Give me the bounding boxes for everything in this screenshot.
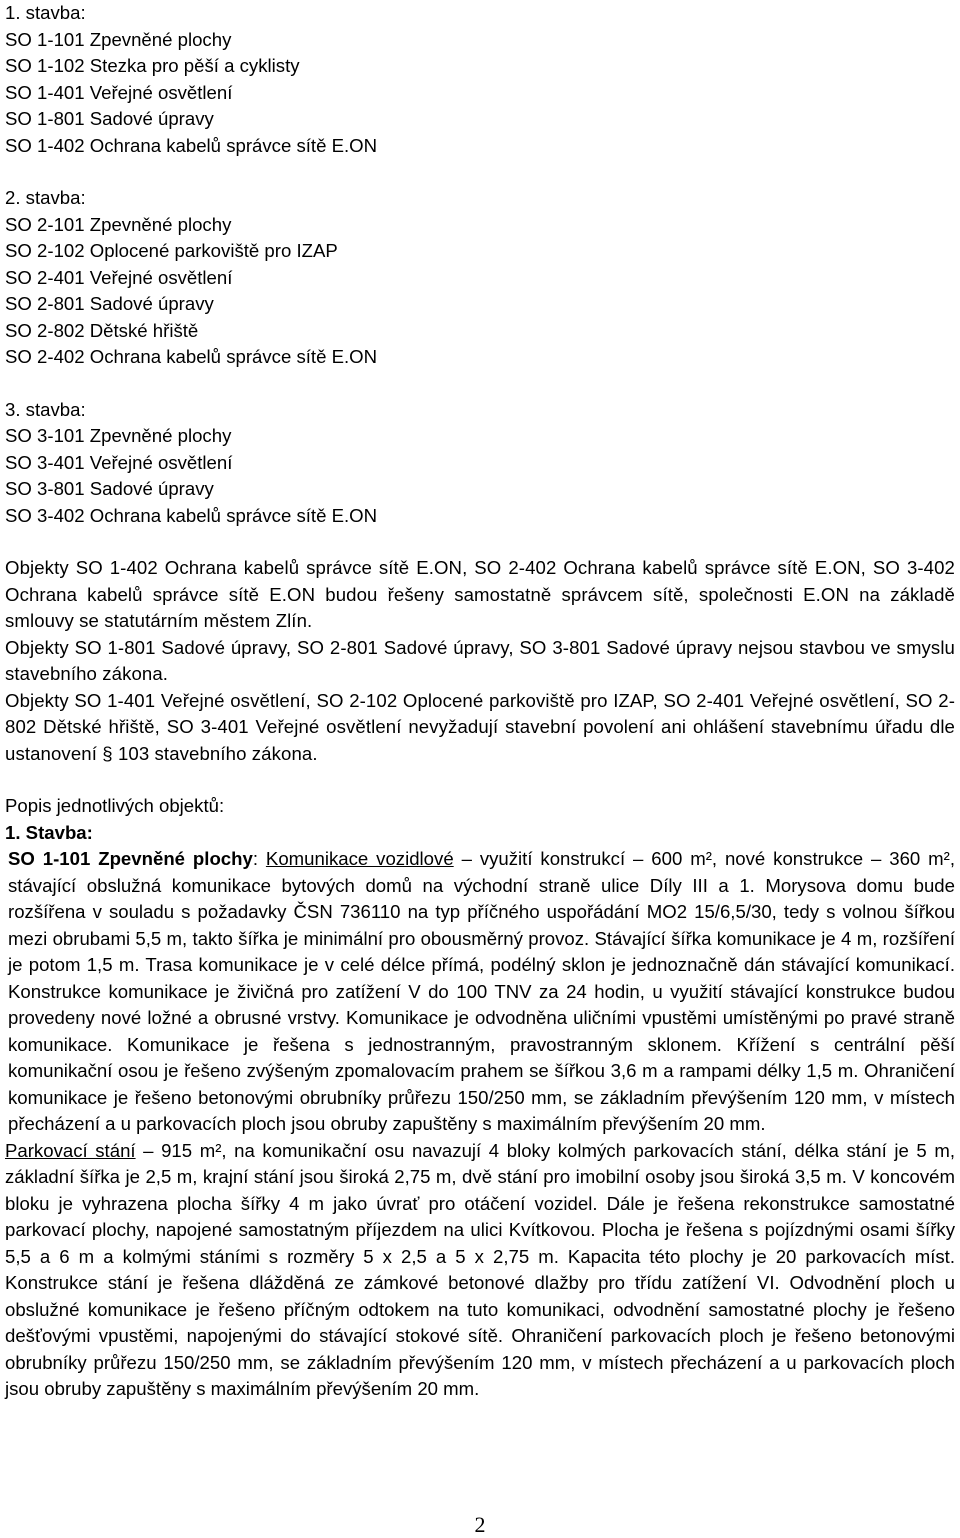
object-item: SO 3-401 Veřejné osvětlení: [5, 451, 233, 473]
document-page: [5, 0, 955, 1403]
object-item: SO 2-802 Dětské hřiště: [5, 319, 199, 341]
object-item: SO 2-102 Oplocené parkoviště pro IZAP: [5, 240, 338, 261]
note-paragraph: Objekty SO 1-402 Ochrana kabelů správce sítě E.ON, SO 2-402 Ochrana kabelů správce sítě E.ON, SO 3-402 Ochrana kabelů správce sítě E.ON budou řešeny samostatně správcem sítě, společnosti E.ON na základě smlouvy se statutárním městem Zlín.: [5, 557, 955, 631]
paragraph-text: – využití konstrukcí – 600 m², nové konstrukce – 360 m², stávající obslužná komunikace bytových domů na východní straně ulice Díly III a 1. Morysova domu bude rozšířena v souladu s požadavky ČSN 736110 na typ příčného uspořádání MO2 15/6,5/30, tedy s volnou šířkou mezi obrubami 5,5 m, takto šířka je minimální pro obousměrný provoz. Stávající šířka komunikace je 4 m, rozšíření je potom 1,5 m. Trasa komunikace je v celé délce přímá, podélný sklon je jednoznačně dán stávající komunikací. Konstrukce komunikace je živičná pro zatížení V do 100 TNV za 24 hodin, u využití stávající konstrukce budou provedeny nové ložné a obrusné vrstvy. Komunikace je odvodněna uličními vpustěmi umístěnými po pravé straně komunikace. Komunikace je řešena s jednostranným, pravostranným sklonem. Křížení s centrální pěší komunikační osou je řešeno zvýšeným zpomalovacím prahem se šířkou 3,6 m a rampami délky 1,5 m. Ohraničení komunikace je řešeno betonovými obrubníky průřezu 150/250 mm, se základním převýšením 120 mm, v místech přecházení a u parkovacích ploch jsou obruby zapuštěny s maximálním převýšením 20 mm.: [8, 848, 955, 1134]
note-paragraph: Objekty SO 1-801 Sadové úpravy, SO 2-801 Sadové úpravy, SO 3-801 Sadové úpravy nejsou stavbou ve smyslu stavebního zákona.: [5, 636, 955, 684]
object-item: SO 1-801 Sadové úpravy: [5, 108, 214, 129]
stavba-heading: 3. stavba:: [5, 398, 86, 420]
object-item: SO 3-402 Ochrana kabelů správce sítě E.ON: [5, 504, 378, 526]
description-paragraph: [5, 846, 955, 1138]
object-item: SO 1-101 Zpevněné plochy: [5, 28, 232, 50]
colon-text: :: [252, 848, 266, 869]
stavba-heading: 1. stavba:: [5, 2, 86, 23]
object-item: SO 3-801 Sadové úpravy: [5, 478, 214, 499]
object-name: SO 1-101 Zpevněné plochy: [8, 848, 253, 869]
object-item: SO 2-402 Ochrana kabelů správce sítě E.ON: [5, 346, 378, 367]
underlined-term: Parkovací stání: [5, 1139, 136, 1161]
object-item: SO 2-801 Sadové úpravy: [5, 293, 214, 314]
underlined-term: Komunikace vozidlové: [265, 848, 454, 869]
paragraph-text: – 915 m², na komunikační osu navazují 4 bloky kolmých parkovacích stání, délka stání je 5 m, základní šířka je 2,5 m, krajní stání jsou široká 2,75 m, dvě stání pro imobilní osoby jsou široká 3,5 m. V koncovém bloku je vyhrazena plocha šířky 4 m jako úvrať pro otáčení vozidel. Dále je řešena rekonstrukce samostatné parkovací plochy, napojené samostatným příjezdem na ulici Kvítkovou. Plocha je řešena s pojízdnými osami šířky 5,5 a 6 m a kolmými stáními s rozměry 5 x 2,5 a 5 x 2,75 m. Kapacita této plochy je 20 parkovacích míst. Konstrukce stání je řešena dlážděná ze zámkové betonové dlažby pro třídu zatížení VI. Odvodnění ploch u obslužné komunikace je řešeno příčným odtokem na tuto komunikaci, odvodnění samostatné plochy je řešeno dešťovými vpustěmi, napojenými do stávající stokové sítě. Ohraničení parkovacích ploch je řešeno betonovými obrubníky průřezu 150/250 mm, se základním převýšením 120 mm, v místech přecházení a u parkovacích ploch jsou obruby zapuštěny s maximálním převýšením 20 mm.: [5, 1139, 955, 1399]
stavba-2-list: [5, 185, 955, 371]
object-item: SO 1-402 Ochrana kabelů správce sítě E.ON: [5, 134, 378, 156]
page-number: 2: [474, 1512, 486, 1537]
object-item: SO 2-101 Zpevněné plochy: [5, 213, 232, 235]
object-description: [5, 793, 955, 1403]
object-item: SO 2-401 Veřejné osvětlení: [5, 266, 233, 288]
stavba-heading: 2. stavba:: [5, 187, 86, 208]
stavba-3-list: [5, 397, 955, 530]
description-subheading: 1. Stavba:: [5, 821, 93, 843]
notes: [5, 555, 955, 767]
note-paragraph: Objekty SO 1-401 Veřejné osvětlení, SO 2-102 Oplocené parkoviště pro IZAP, SO 2-401 Veřejné osvětlení, SO 2-802 Dětské hřiště, SO 3-401 Veřejné osvětlení nevyžadují stavební povolení ani ohlášení stavebnímu úřadu dle ustanovení § 103 stavebního zákona.: [5, 689, 955, 764]
stavba-1-list: [5, 0, 955, 159]
object-item: SO 1-102 Stezka pro pěší a cyklisty: [5, 55, 300, 76]
description-heading: Popis jednotlivých objektů:: [5, 795, 225, 816]
description-paragraph: [5, 1138, 955, 1403]
object-item: SO 1-401 Veřejné osvětlení: [5, 81, 233, 103]
object-item: SO 3-101 Zpevněné plochy: [5, 425, 232, 446]
